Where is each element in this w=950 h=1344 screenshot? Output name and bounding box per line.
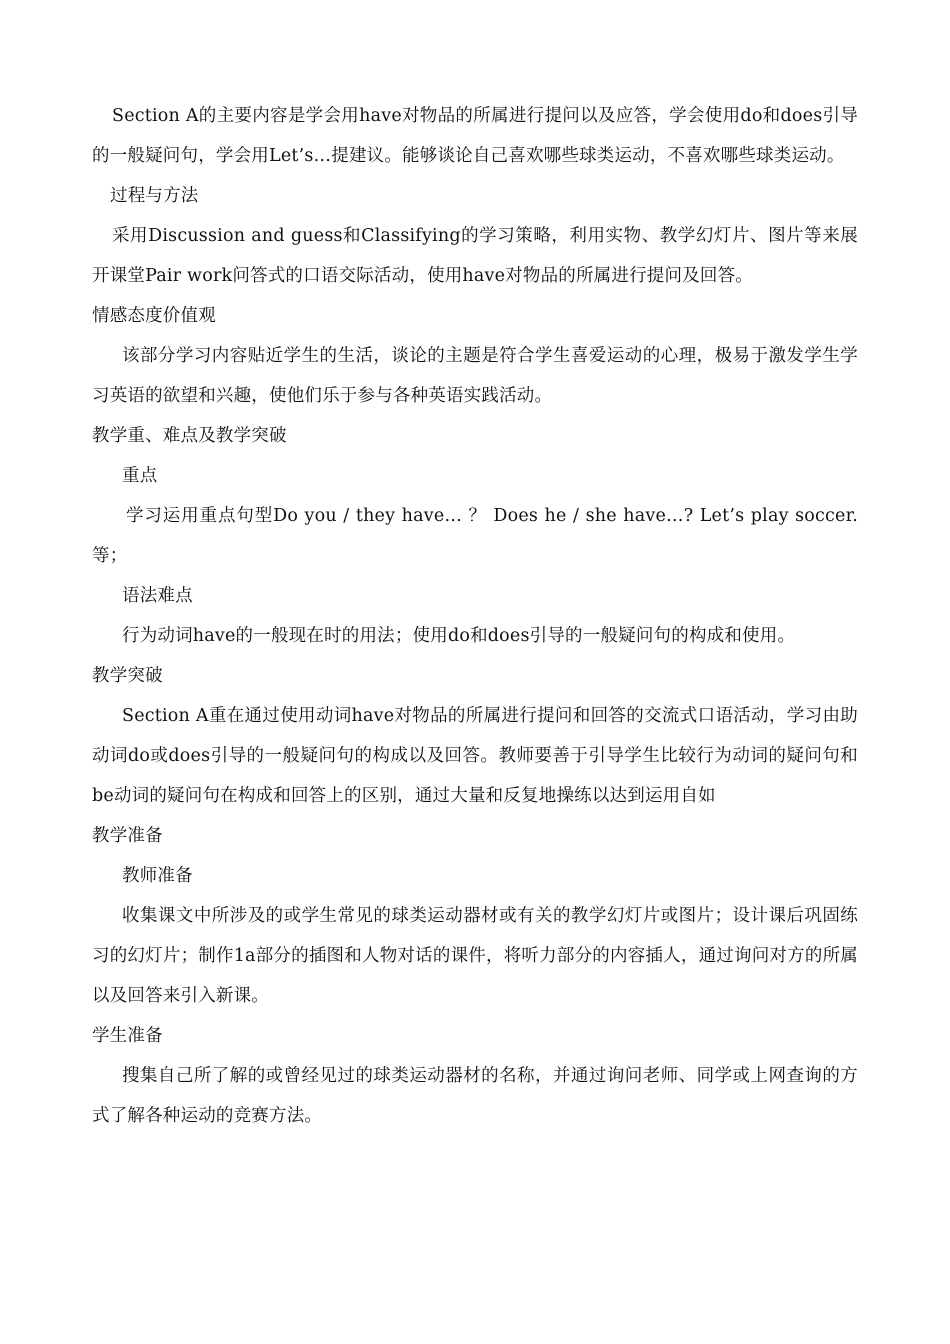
paragraph-grammar-difficulty: 行为动词have的一般现在时的用法；使用do和does引导的一般疑问句的构成和使用。 <box>122 626 796 646</box>
document-body <box>92 96 858 1136</box>
heading-emotion-attitude-values: 情感态度价值观 <box>92 306 216 326</box>
paragraph-focus-sentences: 学习运用重点句型Do you / they have… ？ Does he / she have…? Let’s play soccer. 等； <box>92 506 858 566</box>
paragraph-teacher-preparation: 收集课文中所涉及的或学生常见的球类运动器材或有关的教学幻灯片或图片；设计课后巩固练习的幻灯片；制作1a部分的插图和人物对话的课件，将听力部分的内容插人，通过询问对方的所属以及回答来引入新课。 <box>92 906 858 1006</box>
heading-process-and-method: 过程与方法 <box>110 186 199 206</box>
heading-key-difficult-points: 教学重、难点及教学突破 <box>92 426 287 446</box>
heading-teaching-breakthrough: 教学突破 <box>92 666 163 686</box>
heading-grammar-difficulty: 语法难点 <box>122 586 193 606</box>
paragraph-section-a-content: Section A的主要内容是学会用have对物品的所属进行提问以及应答，学会使用do和does引导的一般疑问句，学会用Let’s…提建议。能够谈论自己喜欢哪些球类运动，不喜欢哪些球类运动。 <box>92 106 858 166</box>
heading-teacher-preparation: 教师准备 <box>122 866 193 886</box>
heading-focus: 重点 <box>122 466 158 486</box>
paragraph-process-method: 采用Discussion and guess和Classifying的学习策略，利用实物、教学幻灯片、图片等来展开课堂Pair work问答式的口语交际活动，使用have对物品的所属进行提问及回答。 <box>92 226 858 286</box>
paragraph-teaching-breakthrough: Section A重在通过使用动词have对物品的所属进行提问和回答的交流式口语活动，学习由助动词do或does引导的一般疑问句的构成以及回答。教师要善于引导学生比较行为动词的疑问句和be动词的疑问句在构成和回答上的区别，通过大量和反复地操练以达到运用自如 <box>92 706 858 806</box>
heading-teaching-preparation: 教学准备 <box>92 826 163 846</box>
heading-student-preparation: 学生准备 <box>92 1026 163 1046</box>
paragraph-student-preparation: 搜集自己所了解的或曾经见过的球类运动器材的名称，并通过询问老师、同学或上网查询的方式了解各种运动的竞赛方法。 <box>92 1066 858 1126</box>
paragraph-emotion: 该部分学习内容贴近学生的生活，谈论的主题是符合学生喜爱运动的心理，极易于激发学生学习英语的欲望和兴趣，使他们乐于参与各种英语实践活动。 <box>92 346 858 406</box>
